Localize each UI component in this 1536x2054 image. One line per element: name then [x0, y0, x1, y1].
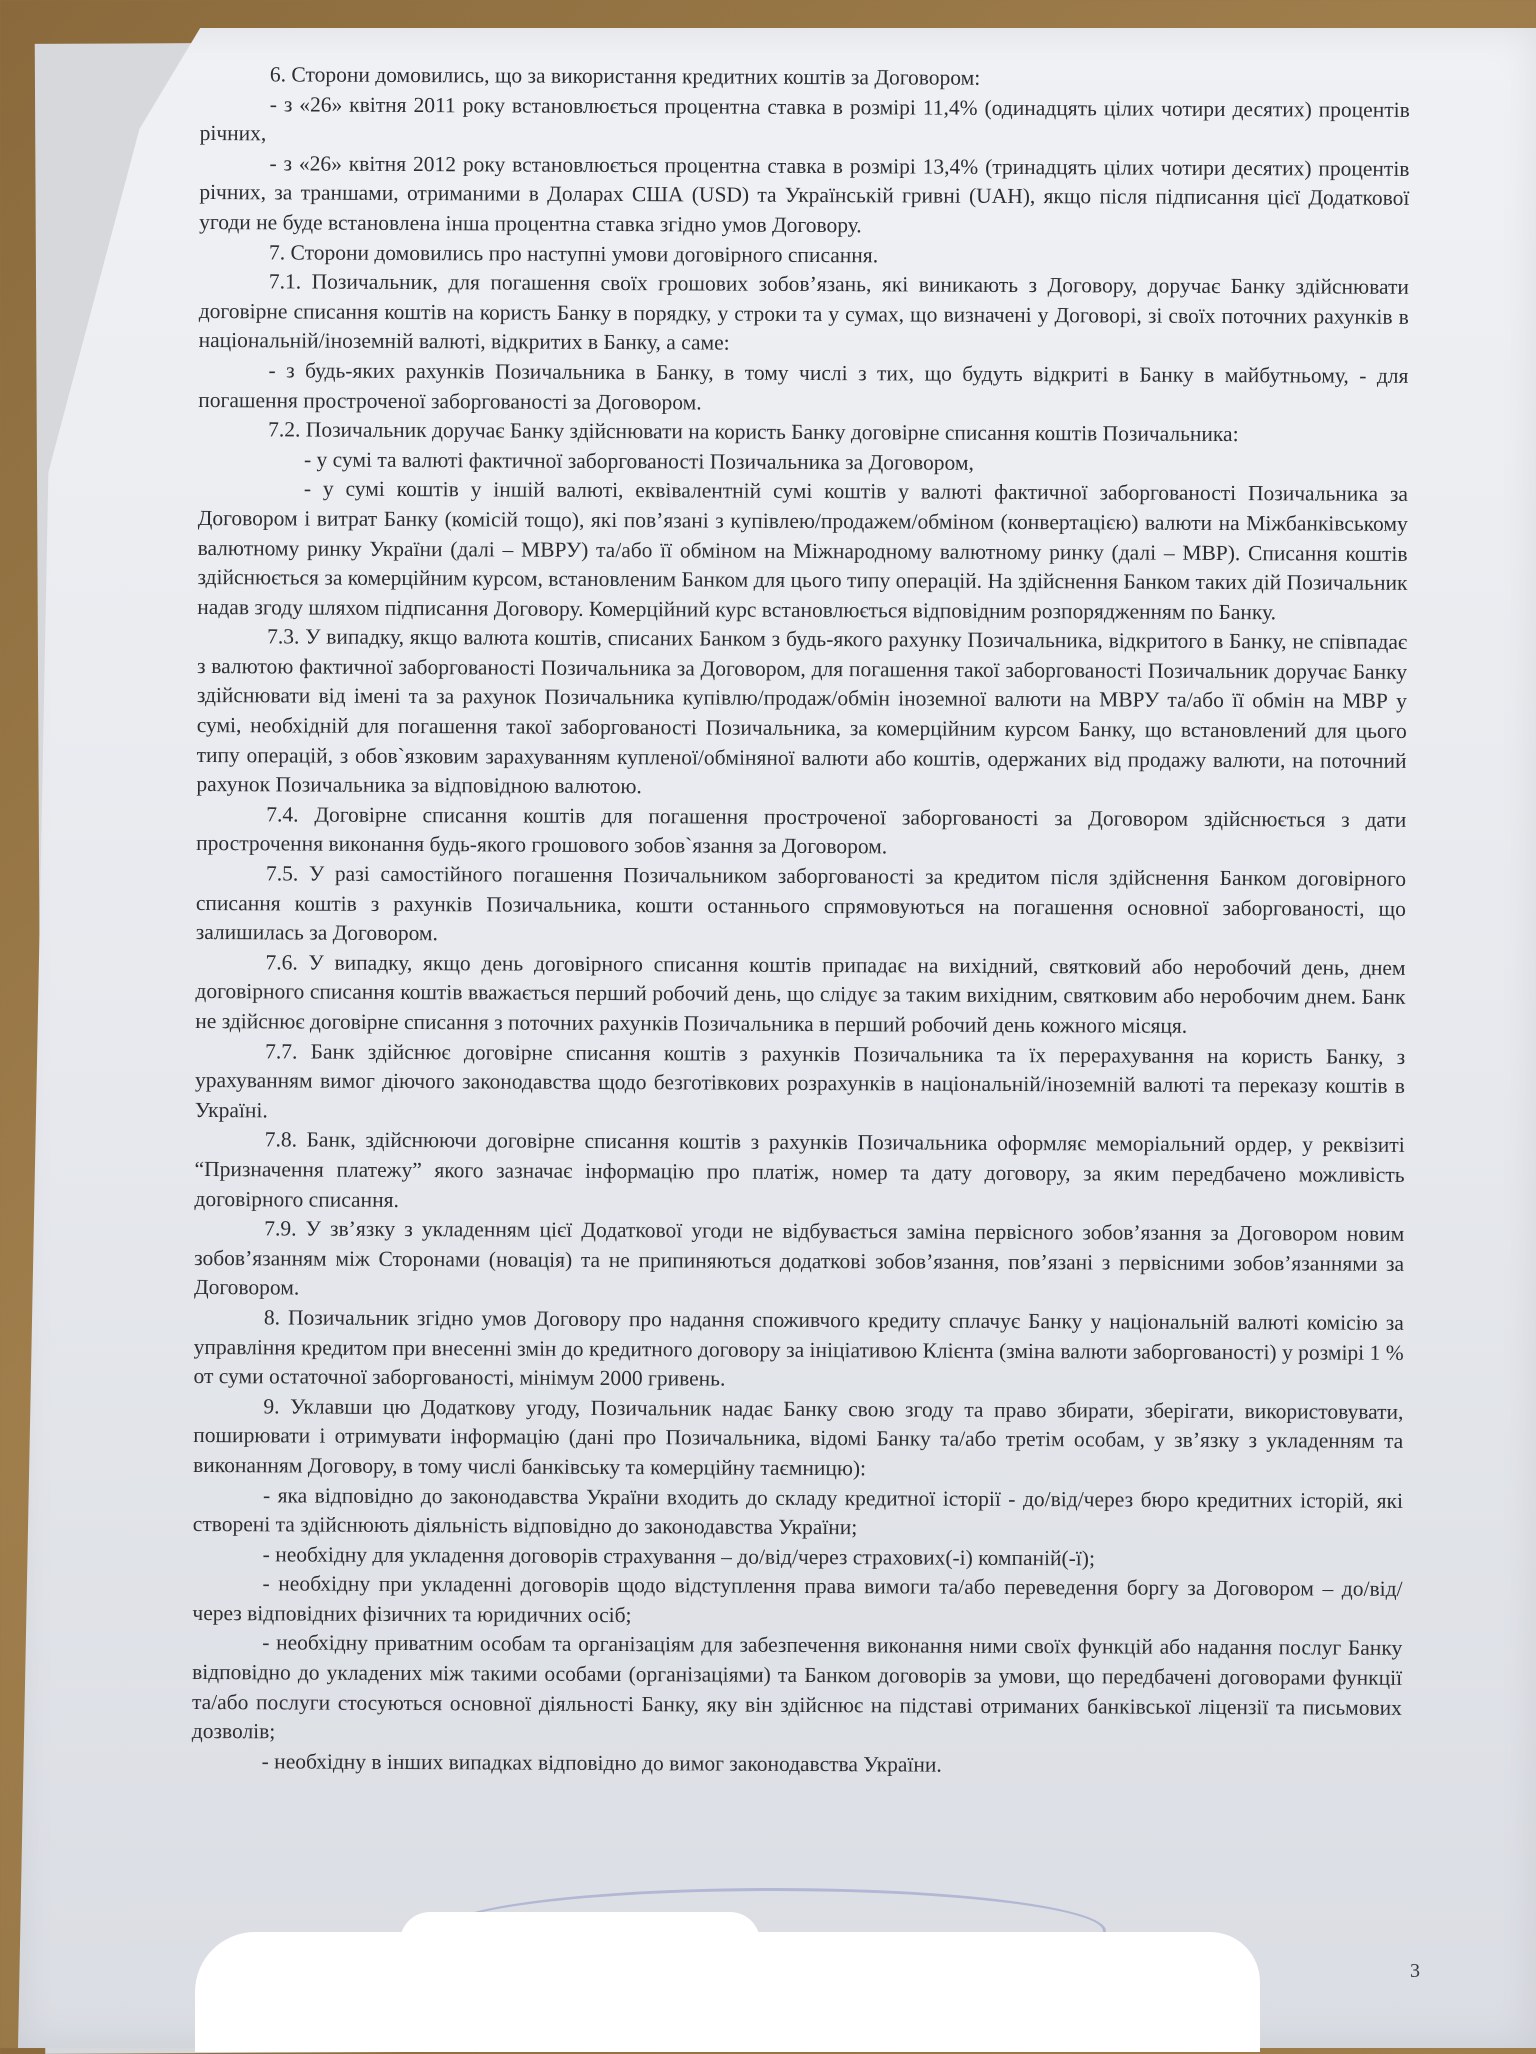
paragraph-9: 9. Уклавши цю Додаткову угоду, Позичальник надає Банку свою згоду та право збирати, зберігати, використовувати, поширювати і отримувати інформацію (дані про Позичальника, відомі Банку та/або третім особам, у зв’язку з укладенням та виконанням Договору, в тому числі банківську та комерційну таємницю): [193, 1394, 1404, 1481]
paragraph-7: 7. Сторони домовились про наступні умови договірного списання. [269, 239, 879, 267]
paragraph-8: 8. Позичальник згідно умов Договору про надання споживчого кредиту сплачує Банку у національній валюті комісію за управління кредитом при внесенні змін до кредитного договору за ініціативою Клієнта (зміна валюти заборгованості) у розмірі 1 % от суми остаточної заборгованості, мінімум 2000 гривень. [193, 1305, 1404, 1391]
paragraph-7-8: 7.8. Банк, здійснюючи договірне списання коштів з рахунків Позичальника оформляє меморіальний ордер, у реквізиті “Призначення платежу” якого зазначає інформацію про платіж, номер та дату договору, за яким передбачено можливість договірного списання. [194, 1127, 1405, 1212]
paragraph-7-9: 7.9. У зв’язку з укладенням цієї Додаткової угоди не відбувається заміна первісного зобов’язання за Договором новим зобов’язанням між Сторонами (новація) та не припиняються додаткові зобов’язання, пов’язані з первісними зобов’язаннями за Договором. [193, 1216, 1405, 1300]
paragraph-7-6: 7.6. У випадку, якщо день договірного списання коштів припадає на вихідний, святковий або неробочий день, днем договірного списання коштів вважається перший робочий день, що слідує за таким вихідним, святковим або неробочим днем. Банк не здійснює договірне списання з поточних рахунків Позичальника в перший робочий день кожного місяця. [195, 950, 1406, 1038]
paragraph-7-4: 7.4. Договірне списання коштів для погашення простроченої заборгованості за Договором здійснюється з дати прострочення виконання будь-якого грошового зобов`язання за Договором. [196, 802, 1407, 859]
page-number: 3 [1410, 1960, 1420, 1982]
paragraph-7-1: 7.1. Позичальник, для погашення своїх грошових зобов’язань, які виникають з Договору, доручає Банку здійснювати договірне списання коштів на користь Банку в порядку, у строки та у сумах, що визначені у Договорі, зі своїх поточних рахунків в національній/іноземній валюті, відкритих в Банку, а саме: [198, 269, 1409, 355]
paragraph-7-2-item-2: - у сумі коштів у іншій валюті, еквівалентній сумі коштів у валюті фактичної заборгованості Позичальника за Договором і витрат Банку (комісій тощо), які пов’язані з купівлею/продажем/обміном (конвертацією) валюти на Міжбанківському валютному ринку України (далі – МВРУ) та/або її обміном на Міжнародному валютному ринку (далі – МВР). Списання коштів здійснюється за комерційним курсом, встановленим Банком для цього типу операцій. На здійснення Банком таких дій Позичальник надав згоду шляхом підписання Договору. Комерційний курс встановлюється відповідним розпорядженням по Банку. [197, 476, 1408, 624]
paragraph-7-7: 7.7. Банк здійснює договірне списання коштів з рахунків Позичальника та їх перерахування на користь Банку, з урахуванням вимог діючого законодавства щодо безготівкових розрахунків в національній/іноземній валюті та переказу коштів в Україні. [194, 1038, 1406, 1123]
document-body [192, 60, 1410, 1782]
paragraph-7-2: 7.2. Позичальник доручає Банку здійснювати на користь Банку договірне списання коштів Позичальника: [268, 417, 1239, 447]
paragraph-9-item-insurance: - необхідну для укладення договорів страхування – до/від/через страхових(-і) компаній(-ї); [262, 1542, 1096, 1571]
paragraph-9-item-credit-history: - яка відповідно до законодавства України входить до складу кредитної історії - до/від/через бюро кредитних історій, які створені та здійснюють діяльність відповідно до законодавства України; [192, 1482, 1404, 1540]
paragraph-6-rate-2012: - з «26» квітня 2012 року встановлюється процентна ставка в розмірі 13,4% (тринадцять цілих чотири десятих) процентів річних, за траншами, отриманими в Доларах США (USD) та Українській гривні (UAH), якщо після підписання цієї Додаткової угоди не буде встановлена інша процентна ставка згідно умов Договору. [199, 151, 1410, 238]
paragraph-7-2-item-1: - у сумі та валюті фактичної заборгованості Позичальника за Договором, [303, 447, 974, 475]
redaction-mark [205, 1948, 1250, 2048]
paragraph-9-item-assignment: - необхідну при укладенні договорів щодо відступлення права вимоги та/або переведення боргу за Договором – до/від/через відповідних фізичних та юридичних осіб; [192, 1571, 1403, 1628]
paragraph-9-item-other-cases: - необхідну в інших випадках відповідно до вимог законодавства України. [261, 1749, 942, 1777]
paragraph-6-rate-2011: - з «26» квітня 2011 року встановлюється процентна ставка в розмірі 11,4% (одинадцять цілих чотири десятих) процентів річних, [199, 91, 1410, 146]
paragraph-7-5: 7.5. У разі самостійного погашення Позичальником заборгованості за кредитом після здійснення Банком договірного списання коштів з рахунків Позичальника, кошти останнього спрямовуються на погашення основної заборгованості, що залишилась за Договором. [195, 861, 1407, 946]
paragraph-6: 6. Сторони домовились, що за використання кредитних коштів за Договором: [269, 62, 981, 90]
paragraph-7-1-item: - з будь-яких рахунків Позичальника в Банку, в тому числі з тих, що будуть відкриті в Банку в майбутньому, - для погашення простроченої заборгованості за Договором. [198, 358, 1409, 414]
paragraph-9-item-service-providers: - необхідну приватним особам та організаціям для забезпечення виконання ними своїх функцій або надання послуг Банку відповідно до укладених між такими особами (організаціями) та Банком договорів за умови, що передбачені договорами функції та/або послуги стосуються основної діяльності Банку, яку він здійснює на підставі отриманих банківської ліцензії та письмових дозволів; [191, 1630, 1403, 1744]
paragraph-7-3: 7.3. У випадку, якщо валюта коштів, списаних Банком з будь-якого рахунку Позичальника, відкритого в Банку, не співпадає з валютою фактичної заборгованості Позичальника за Договором, для погашення такої заборгованості Позичальник доручає Банку здійснювати від імені та за рахунок Позичальника купівлю/продаж/обмін іноземної валюти на МВРУ та/або її обмін на МВР у сумі, необхідній для погашення такої заборгованості Позичальника, за комерційним курсом Банку, що встановлений для цього типу операцій, з обов`язковим зарахуванням купленої/обміняної валюти або коштів, одержаних від продажу валюти, на поточний рахунок Позичальника за відповідною валютою. [196, 624, 1408, 799]
